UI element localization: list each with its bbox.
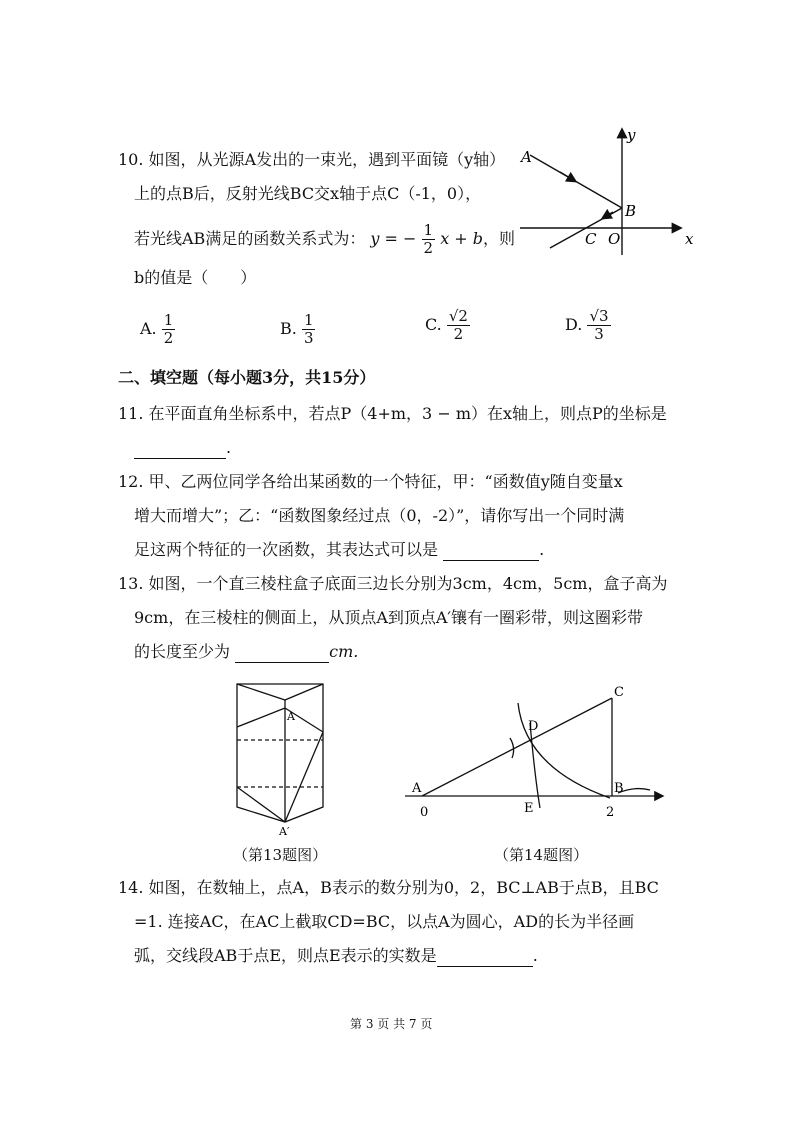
q13-line1: 13. 如图，一个直三棱柱盒子底面三边长分别为3cm，4cm，5cm，盒子高为: [118, 574, 668, 593]
q14-segment-ac: [422, 698, 612, 796]
q10-eq-rest: x + b: [440, 229, 484, 248]
q10-label-a: A: [521, 148, 532, 166]
q13-line3: 的长度至少为 cm.: [134, 642, 359, 661]
q11-line1: 11. 在平面直角坐标系中，若点P（4+m，3 − m）在x轴上，则点P的坐标是: [118, 404, 667, 423]
q14-label-a: A: [412, 781, 422, 796]
q14-label-e: E: [524, 801, 534, 816]
q13-ribbon-4: [237, 787, 285, 822]
page-footer: 第 3 页 共 7 页: [350, 1017, 433, 1031]
q10-figure: [515, 120, 705, 260]
q14-line1: 14. 如图，在数轴上，点A，B表示的数分别为0，2，BC⊥AB于点B，且BC: [118, 878, 659, 897]
q11-answer-blank[interactable]: [134, 438, 226, 459]
section-title: 二、填空题（每小题3分，共15分）: [118, 368, 376, 387]
q11-line2: .: [134, 438, 231, 459]
q10-label-o: O: [608, 230, 621, 248]
q10-ray-arrow: [560, 172, 575, 181]
q13-line2: 9cm，在三棱柱的侧面上，从顶点A到顶点A′镶有一圈彩带，则这圈彩带: [134, 608, 644, 627]
q12-answer-blank[interactable]: [443, 540, 539, 561]
q10-label-y: y: [627, 126, 636, 144]
q13-ribbon-1: [237, 708, 285, 727]
q10-label-b: B: [625, 202, 637, 220]
q10-option-c: C. $\frac{√2}{2}$: [425, 307, 468, 343]
q10-option-d: D. $\frac{√3}{3}$: [565, 307, 609, 343]
q10-label-x: x: [685, 230, 694, 248]
q12-line2: 增大而增大”；乙：“函数图象经过点（0，-2）”，请你写出一个同时满: [134, 506, 625, 525]
q14-label-c: C: [614, 685, 624, 700]
q14-line2: =1. 连接AC，在AC上截取CD=BC，以点A为圆心，AD的长为半径画: [134, 912, 635, 931]
q14-figure: [400, 678, 670, 823]
q10-eq-y: y = −: [370, 229, 417, 248]
q14-label-b: B: [614, 781, 624, 796]
q10-label-c: C: [585, 230, 597, 248]
q10-line2: 上的点B后，反射光线BC交x轴于点C（-1，0），: [134, 184, 482, 203]
q10-line3: 若光线AB满足的函数关系式为： y = − $\frac{1}{2}$ x + b，则: [134, 221, 516, 257]
q14-label-zero: 0: [420, 805, 429, 820]
q13-ribbon-3: [285, 732, 323, 822]
q13-prism-outline: [237, 684, 323, 822]
q13-top-edge-1: [237, 684, 285, 700]
q13-top-edge-2: [285, 684, 323, 700]
q10-line4: b的值是（ ）: [134, 268, 257, 287]
q10-line1: 10. 如图，从光源A发出的一束光，遇到平面镜（y轴）: [118, 150, 506, 169]
q10-reflect-arrow: [603, 212, 613, 218]
q14-line3: 弧，交线段AB于点E，则点E表示的实数是 .: [134, 946, 538, 965]
q12-line1: 12. 甲、乙两位同学各给出某函数的一个特征，甲：“函数值y随自变量x: [118, 472, 623, 491]
q13-prism-figure: [225, 672, 335, 842]
q14-label-two: 2: [606, 805, 615, 820]
q12-line3: 足这两个特征的一次函数，其表达式可以是 .: [134, 540, 545, 559]
q10-ray-ab: [530, 155, 622, 208]
q14-arc-e: [518, 703, 610, 798]
q10-eq-fraction: $\frac{1}{2}$: [423, 221, 434, 257]
q13-label-a-prime: A′: [279, 825, 290, 838]
q14-answer-blank[interactable]: [437, 946, 533, 967]
q10-option-b: B. $\frac{1}{3}$: [280, 311, 314, 347]
q14-label-d: D: [528, 719, 539, 734]
q14-arc-d: [510, 738, 514, 758]
q14-caption: （第14题图）: [494, 846, 589, 864]
q13-caption: （第13题图）: [233, 846, 328, 864]
q13-answer-blank[interactable]: [235, 642, 329, 663]
q13-label-a: A: [287, 710, 295, 723]
q10-option-a: A. $\frac{1}{2}$: [140, 311, 174, 347]
